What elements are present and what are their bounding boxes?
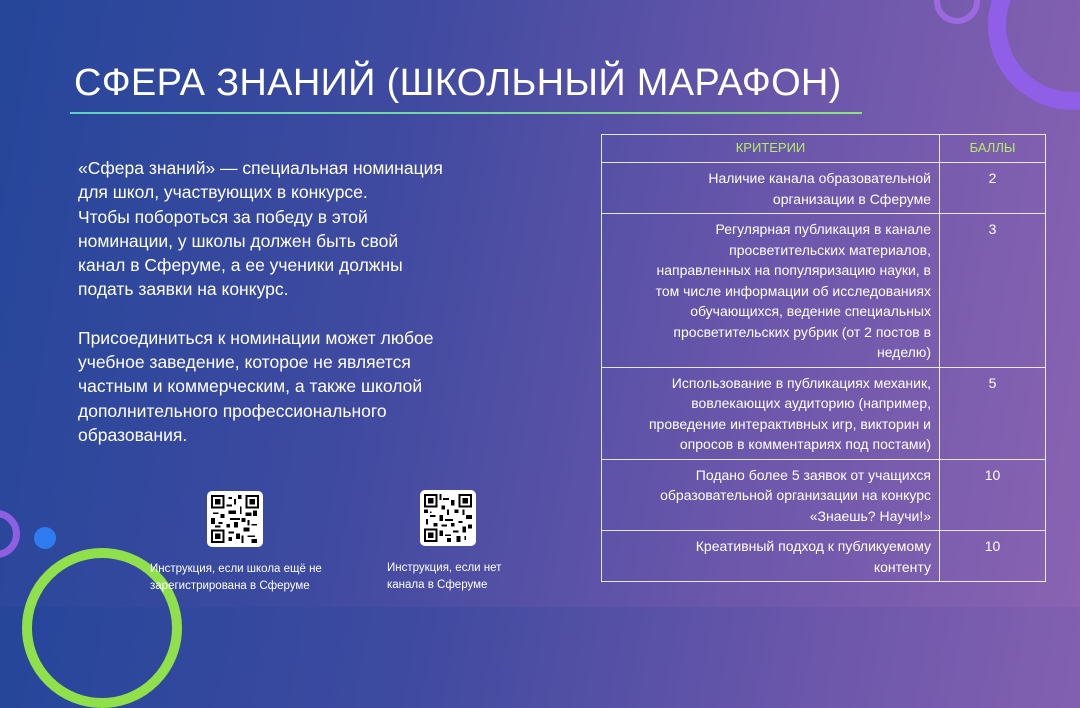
decorative-ring-large-right	[988, 0, 1080, 110]
criterion-cell: Подано более 5 заявок от учащихся образовательной организации на конкурс «Знаешь? Научи!»	[602, 459, 940, 531]
qr-code-channel[interactable]	[420, 490, 476, 546]
criterion-cell: Креативный подход к публикуемому контенту	[602, 531, 940, 582]
qr-caption-channel: Инструкция, если нет канала в Сферуме	[387, 562, 502, 591]
decorative-dot-blue	[34, 527, 56, 549]
qr-code-icon	[211, 495, 259, 543]
points-cell: 2	[940, 163, 1046, 214]
qr-code-registration[interactable]	[207, 491, 263, 547]
criterion-cell: Наличие канала образовательной организации в Сферуме	[602, 163, 940, 214]
table-row	[602, 531, 1046, 582]
decorative-ring-small-left	[0, 510, 20, 558]
table-row	[602, 214, 1046, 368]
description-text	[78, 156, 478, 447]
qr-code-icon	[424, 494, 472, 542]
description-paragraph: Присоединиться к номинации может любое учебное заведение, которое не является частным и коммерческим, а также школой дополнительного профессионального образования.	[78, 327, 434, 445]
points-cell: 10	[940, 531, 1046, 582]
title-underline	[70, 112, 862, 114]
decorative-ring-top-right	[934, 0, 980, 24]
table-row	[602, 367, 1046, 459]
header-points: БАЛЛЫ	[940, 135, 1046, 163]
points-cell: 3	[940, 214, 1046, 368]
criterion-cell: Использование в публикациях механик, вовлекающих аудиторию (например, проведение интерактивных игр, викторин и опросов в комментариях под постами)	[602, 367, 940, 459]
page-title: СФЕРА ЗНАНИЙ (ШКОЛЬНЫЙ МАРАФОН)	[74, 62, 842, 104]
criteria-table	[601, 134, 1046, 582]
points-cell: 5	[940, 367, 1046, 459]
points-cell: 10	[940, 459, 1046, 531]
table-row	[602, 459, 1046, 531]
header-criteria: КРИТЕРИИ	[602, 135, 940, 163]
table-row	[602, 163, 1046, 214]
criterion-cell: Регулярная публикация в канале просветительских материалов, направленных на популяризацию науки, в том числе информации об исследованиях обучающихся, ведение специальных просветительских рубрик (от 2 постов в неделю)	[602, 214, 940, 368]
description-paragraph: «Сфера знаний» — специальная номинация для школ, участвующих в конкурсе. Чтобы побороться за победу в этой номинации, у школы должен быть свой канал в Сферуме, а ее ученики должны подать заявки на конкурс.	[78, 158, 443, 300]
qr-caption-registration: Инструкция, если школа ещё не зарегистрирована в Сферуме	[150, 563, 322, 592]
table-header-row	[602, 135, 1046, 163]
